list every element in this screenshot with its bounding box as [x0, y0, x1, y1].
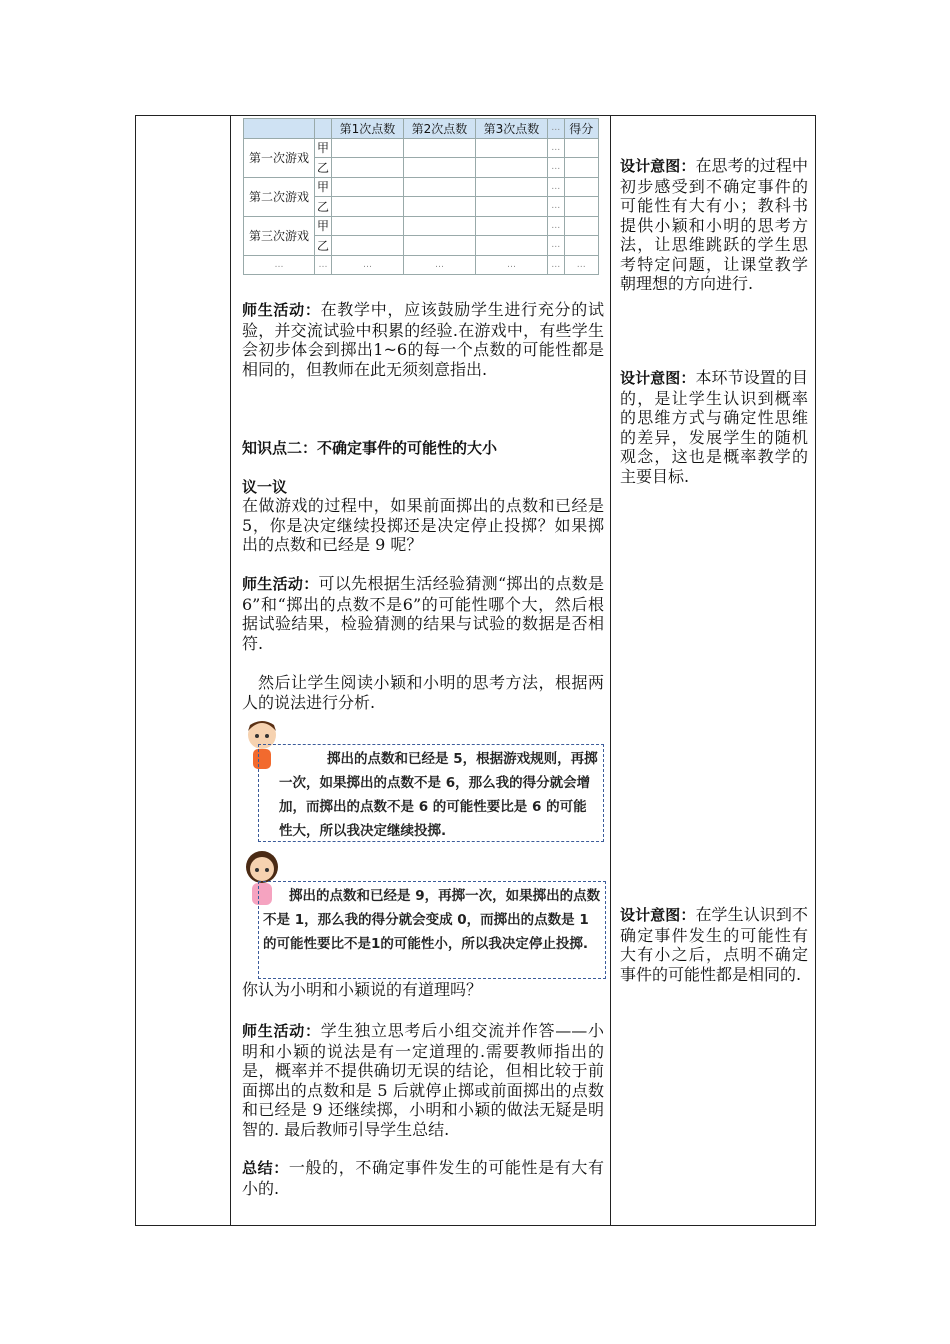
- activity-paragraph: 师生活动：在教学中，应该鼓励学生进行充分的试验，并交流试验中积累的经验.在游戏中，有些学生会初步体会到掷出1~6的每一个点数的可能性都是相同的，但教师在此无须刻意指出.: [242, 300, 604, 379]
- question-paragraph: 你认为小明和小颖说的有道理吗？: [242, 980, 483, 999]
- xiaoying-speech-bubble: 掷出的点数和已经是 9，再掷一次，如果掷出的点数不是 1，那么我的得分就会变成 0，而掷出的点数是 1 的可能性要比不是1的可能性小，所以我决定停止投掷.: [258, 881, 606, 979]
- design-intent-3: 设计意图：在学生认识到不确定事件发生的可能性有大有小之后，点明不确定事件的可能性都是相同的.: [620, 905, 808, 984]
- ellipsis: …: [315, 255, 332, 275]
- player: 乙: [315, 236, 332, 256]
- discuss-heading: 议一议: [242, 478, 288, 496]
- design-intent-1: 设计意图：在思考的过程中初步感受到不确定事件的可能性有大有小；教科书提供小颖和小明的思考方法，让思维跳跃的学生思考特定问题，让课堂教学朝理想的方向进行.: [620, 156, 808, 293]
- question-paragraph: 在做游戏的过程中，如果前面掷出的点数和已经是 5，你是决定继续投掷还是决定停止投掷？如果掷出的点数和已经是 9 呢？: [242, 496, 604, 554]
- player: 乙: [315, 197, 332, 217]
- ellipsis: …: [403, 255, 475, 275]
- summary-paragraph: 总结：一般的，不确定事件发生的可能性是有大有小的.: [242, 1158, 604, 1198]
- header-cell: 第1次点数: [332, 119, 404, 139]
- header-cell: 第2次点数: [403, 119, 475, 139]
- header-cell: [244, 119, 315, 139]
- ellipsis: …: [475, 255, 547, 275]
- column-divider: [610, 115, 611, 1225]
- ellipsis: …: [547, 197, 564, 217]
- game-label: 第二次游戏: [244, 177, 315, 216]
- ellipsis: …: [547, 158, 564, 178]
- section-heading: 知识点二：不确定事件的可能性的大小: [242, 439, 498, 457]
- game-label: 第三次游戏: [244, 216, 315, 255]
- ellipsis: …: [564, 255, 598, 275]
- ellipsis: …: [244, 255, 315, 275]
- ellipsis: …: [547, 255, 564, 275]
- xiaoming-speech-bubble: 掷出的点数和已经是 5，根据游戏规则，再掷一次，如果掷出的点数不是 6，那么我的得分就会增加，而掷出的点数不是 6 的可能性要比是 6 的可能性大，所以我决定继续投掷.: [258, 744, 604, 842]
- column-divider: [230, 115, 231, 1225]
- design-intent-2: 设计意图：本环节设置的目的，是让学生认识到概率的思维方式与确定性思维的差异，发展学生的随机观念，这也是概率教学的主要目标.: [620, 368, 808, 486]
- activity-paragraph: 师生活动：可以先根据生活经验猜测“掷出的点数是6”和“掷出的点数不是6”的可能性哪个大，然后根据试验结果，检验猜测的结果与试验的数据是否相符.: [242, 574, 604, 653]
- reading-paragraph: 然后让学生阅读小颖和小明的思考方法，根据两人的说法进行分析.: [242, 673, 604, 712]
- header-cell: …: [547, 119, 564, 139]
- activity-paragraph: 师生活动：学生独立思考后小组交流并作答——小明和小颖的说法是有一定道理的.需要教师指出的是，概率并不提供确切无误的结论，但相比较于前面掷出的点数和是 5 后就停止掷或前面掷出的点数和已经是 9 还继续掷，小明和小颖的做法无疑是明智的. 最后教师引导学生总结.: [242, 1021, 604, 1139]
- player: 甲: [315, 177, 332, 197]
- player: 乙: [315, 158, 332, 178]
- header-cell: 得分: [564, 119, 598, 139]
- player: 甲: [315, 138, 332, 158]
- ellipsis: …: [547, 216, 564, 236]
- ellipsis: …: [547, 138, 564, 158]
- ellipsis: …: [332, 255, 404, 275]
- score-table: [243, 118, 599, 275]
- game-label: 第一次游戏: [244, 138, 315, 177]
- header-cell: [315, 119, 332, 139]
- player: 甲: [315, 216, 332, 236]
- ellipsis: …: [547, 236, 564, 256]
- ellipsis: …: [547, 177, 564, 197]
- header-cell: 第3次点数: [475, 119, 547, 139]
